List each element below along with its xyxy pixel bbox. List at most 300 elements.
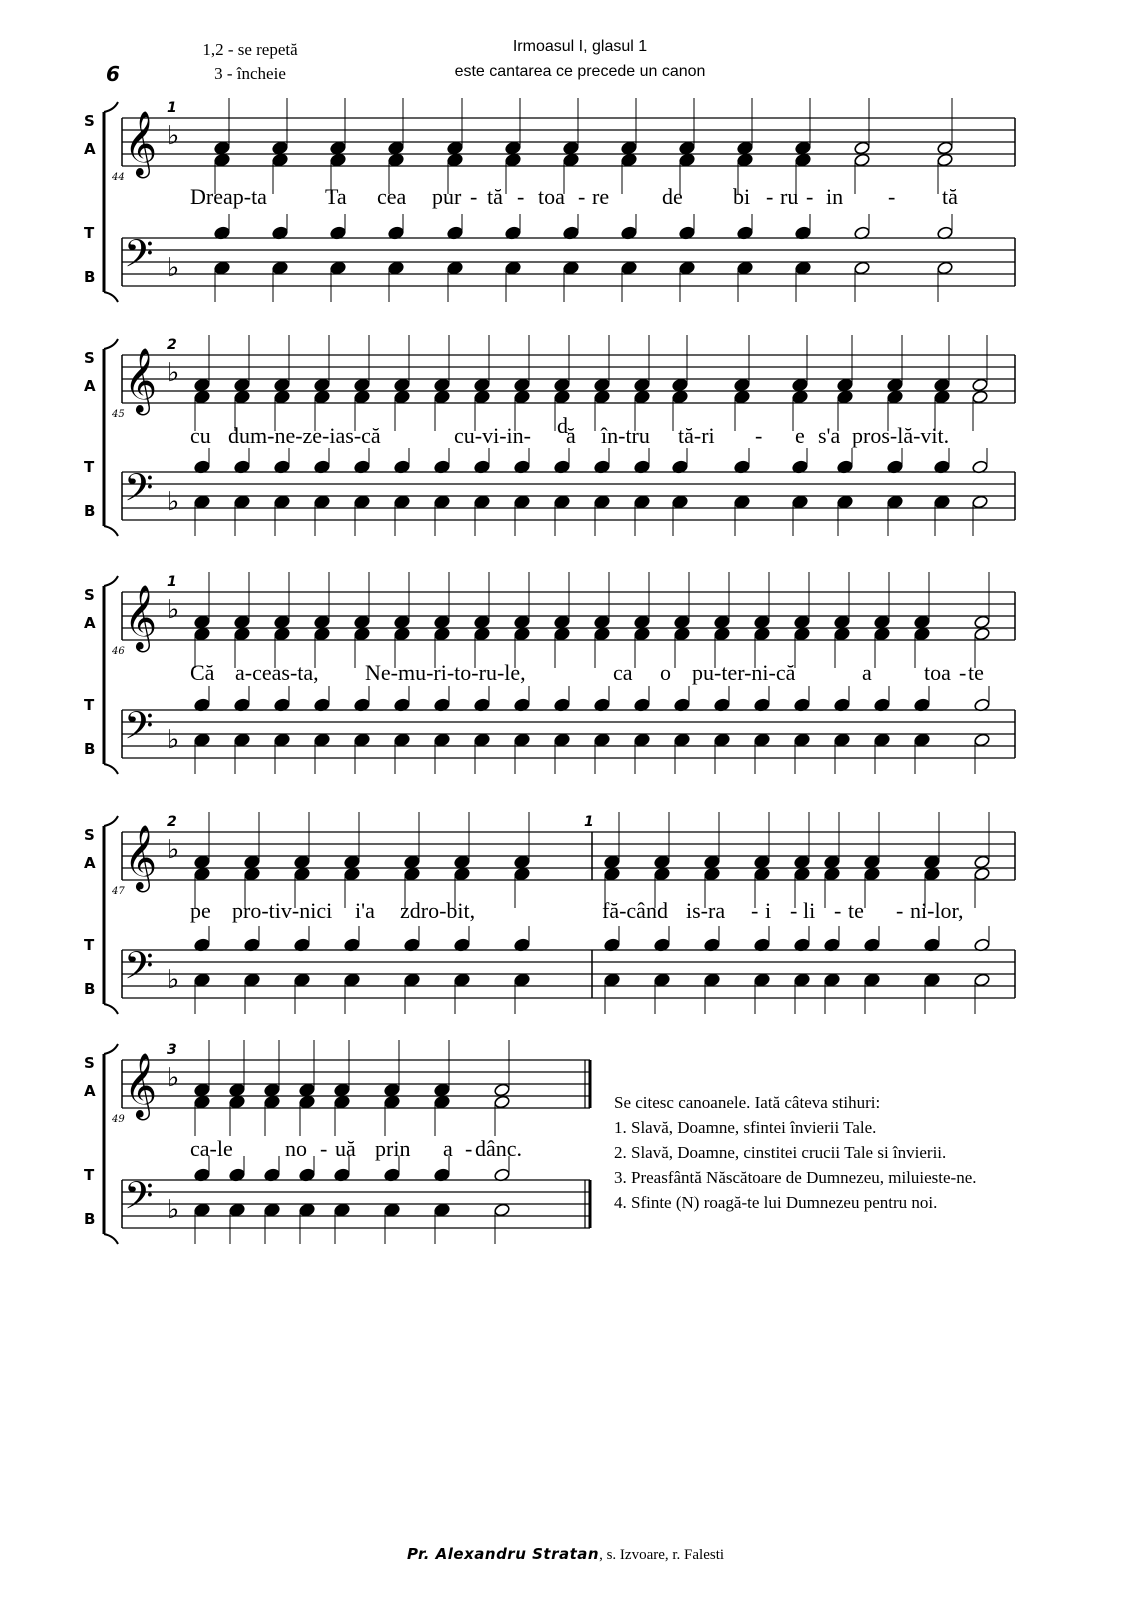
bass-clef: 𝄢 (124, 1173, 154, 1227)
soprano-note (634, 378, 651, 392)
alto-note (344, 867, 361, 881)
bass-note (754, 733, 771, 747)
soprano-note (937, 141, 954, 155)
bass-note (234, 495, 251, 509)
system-3 (84, 572, 1015, 774)
treble-clef: 𝄞 (124, 348, 158, 413)
voice-label-alto: A (84, 614, 96, 632)
alto-note (494, 1095, 511, 1109)
reading-mark: 1 (584, 814, 594, 830)
key-signature-flat: ♭ (167, 253, 180, 283)
soprano-note (434, 1083, 451, 1097)
soprano-note (494, 1083, 511, 1097)
soprano-note (334, 1083, 351, 1097)
soprano-note (454, 855, 471, 869)
lyric-syllable: - (766, 184, 774, 209)
alto-note (554, 627, 571, 641)
alto-note (854, 153, 871, 167)
lyric-syllable: - (806, 184, 814, 209)
voice-label-alto: A (84, 1082, 96, 1100)
bass-note (874, 733, 891, 747)
alto-note (604, 867, 621, 881)
alto-note (354, 390, 371, 404)
soprano-note (934, 378, 951, 392)
alto-note (672, 390, 689, 404)
voice-label-bass: B (84, 268, 96, 286)
alto-note (388, 153, 405, 167)
bass-note (299, 1203, 316, 1217)
bass-note (454, 973, 471, 987)
bass-note (934, 495, 951, 509)
key-signature-flat: ♭ (167, 965, 180, 995)
bass-note (914, 733, 931, 747)
alto-note (837, 390, 854, 404)
alto-note (234, 627, 251, 641)
bass-note (314, 495, 331, 509)
lyric-syllable: - (470, 184, 478, 209)
alto-note (794, 627, 811, 641)
alto-note (294, 867, 311, 881)
soprano-note (272, 141, 289, 155)
bass-note (634, 733, 651, 747)
soprano-note (514, 855, 531, 869)
alto-note (229, 1095, 246, 1109)
lyric-syllable: i'a (355, 898, 375, 923)
reading-mark: 2 (167, 337, 177, 353)
soprano-note (234, 378, 251, 392)
lyric-syllable: - (959, 660, 967, 685)
bass-note (447, 261, 464, 275)
voice-label-alto: A (84, 377, 96, 395)
soprano-note (604, 855, 621, 869)
bass-clef: 𝄢 (124, 943, 154, 997)
lyric-syllable: i (765, 898, 772, 923)
footer (0, 1545, 1131, 1564)
alto-note (194, 1095, 211, 1109)
soprano-note (714, 615, 731, 629)
alto-note (634, 627, 651, 641)
lyric-syllable: ru (780, 184, 799, 209)
alto-note (514, 627, 531, 641)
bass-note (274, 495, 291, 509)
bass-note (674, 733, 691, 747)
bass-note (837, 495, 854, 509)
treble-clef: 𝄞 (124, 825, 158, 890)
soprano-note (514, 615, 531, 629)
alto-note (634, 390, 651, 404)
alto-note (194, 867, 211, 881)
bass-note (194, 973, 211, 987)
repeat-line-1: 1,2 - se repetă (202, 40, 298, 59)
lyric-syllable: tă-ri (678, 423, 715, 448)
treble-clef: 𝄞 (124, 585, 158, 650)
lyric-syllable: Ta (325, 184, 347, 209)
alto-note (505, 153, 522, 167)
alto-note (514, 867, 531, 881)
alto-note (914, 627, 931, 641)
soprano-note (554, 378, 571, 392)
soprano-note (264, 1083, 281, 1097)
lyric-syllable: - (578, 184, 586, 209)
lyric-syllable: de (662, 184, 683, 209)
bass-note (621, 261, 638, 275)
lyric-syllable: toa (538, 184, 565, 209)
soprano-note (474, 378, 491, 392)
voice-label-tenor: T (84, 1166, 95, 1184)
bass-note (274, 733, 291, 747)
key-signature-flat: ♭ (167, 358, 180, 388)
soprano-note (194, 855, 211, 869)
lyric-syllable: pe (190, 898, 211, 923)
soprano-note (594, 615, 611, 629)
voice-label-tenor: T (84, 936, 95, 954)
lyric-syllable: ca-le (190, 1136, 233, 1161)
soprano-note (794, 615, 811, 629)
voice-label-tenor: T (84, 458, 95, 476)
alto-note (794, 867, 811, 881)
alto-note (434, 390, 451, 404)
bass-note (404, 973, 421, 987)
bass-note (194, 1203, 211, 1217)
lyric-syllable: - (465, 1136, 473, 1161)
lyric-syllable: - (755, 423, 763, 448)
bass-note (974, 973, 991, 987)
verse-4: 4. Sfinte (N) roagă-te lui Dumnezeu pentru noi. (614, 1193, 938, 1212)
lyric-syllable: cu-vi-in- (454, 423, 531, 448)
bass-note (714, 733, 731, 747)
alto-note (714, 627, 731, 641)
soprano-note (704, 855, 721, 869)
bass-note (672, 495, 689, 509)
voice-label-alto: A (84, 140, 96, 158)
bass-note (214, 261, 231, 275)
bass-note (234, 733, 251, 747)
alto-note (404, 867, 421, 881)
bass-note (514, 973, 531, 987)
soprano-note (394, 615, 411, 629)
bass-note (795, 261, 812, 275)
alto-note (299, 1095, 316, 1109)
lyric-syllable: is-ra (686, 898, 726, 923)
lyric-syllable: no (285, 1136, 307, 1161)
bass-note (854, 261, 871, 275)
lyric-syllable: pros-lă-vit. (852, 423, 950, 448)
alto-note (864, 867, 881, 881)
soprano-note (447, 141, 464, 155)
bass-note (194, 495, 211, 509)
key-signature-flat: ♭ (167, 1195, 180, 1225)
alto-note (737, 153, 754, 167)
measure-number: 45 (112, 409, 125, 420)
bass-note (704, 973, 721, 987)
key-signature-flat: ♭ (167, 487, 180, 517)
lyric-syllable: dânc. (475, 1136, 523, 1161)
key-signature-flat: ♭ (167, 595, 180, 625)
key-signature-flat: ♭ (167, 1063, 180, 1093)
bass-note (679, 261, 696, 275)
page-number: 6 (106, 62, 120, 86)
alto-note (474, 390, 491, 404)
alto-note (594, 390, 611, 404)
voice-label-bass: B (84, 740, 96, 758)
voice-label-soprano: S (84, 826, 95, 844)
key-signature-flat: ♭ (167, 835, 180, 865)
notes-intro: Se citesc canoanele. Iată câteva stihuri: (614, 1093, 881, 1112)
alto-note (334, 1095, 351, 1109)
soprano-note (972, 378, 989, 392)
alto-note (194, 627, 211, 641)
bass-note (974, 733, 991, 747)
soprano-note (854, 141, 871, 155)
bass-note (594, 733, 611, 747)
lyric-syllable: zdro-bit, (400, 898, 476, 923)
bass-note (264, 1203, 281, 1217)
alto-note (330, 153, 347, 167)
system-1 (84, 98, 1015, 302)
soprano-note (330, 141, 347, 155)
lyric-syllable: bi (733, 184, 751, 209)
alto-note (754, 867, 771, 881)
stihuri-notes (614, 1090, 1124, 1215)
lyric-syllable: s'a (818, 423, 841, 448)
alto-note (937, 153, 954, 167)
soprano-note (384, 1083, 401, 1097)
soprano-note (514, 378, 531, 392)
alto-note (474, 627, 491, 641)
bass-clef: 𝄢 (124, 703, 154, 757)
lyric-syllable: pur (432, 184, 462, 209)
alto-note (244, 867, 261, 881)
lyric-syllable: cu (190, 423, 211, 448)
soprano-note (194, 615, 211, 629)
lyric-syllable: ă (566, 423, 576, 448)
alto-note (434, 627, 451, 641)
alto-note (704, 867, 721, 881)
alto-note (795, 153, 812, 167)
bass-note (604, 973, 621, 987)
lyric-syllable: Dreap-ta (190, 184, 267, 209)
bass-note (792, 495, 809, 509)
soprano-note (754, 855, 771, 869)
bass-note (434, 733, 451, 747)
soprano-note (887, 378, 904, 392)
soprano-note (194, 1083, 211, 1097)
soprano-note (974, 855, 991, 869)
alto-note (679, 153, 696, 167)
measure-number: 44 (112, 172, 125, 183)
alto-note (974, 867, 991, 881)
bass-note (937, 261, 954, 275)
lyric-syllable: - (896, 898, 904, 923)
lyric-syllable: tă (942, 184, 958, 209)
repeat-line-2: 3 - încheie (214, 64, 286, 83)
bass-note (563, 261, 580, 275)
author-name: Pr. Alexandru Stratan (406, 1545, 600, 1563)
alto-note (454, 867, 471, 881)
measure-number: 49 (112, 1114, 125, 1125)
bass-note (514, 495, 531, 509)
alto-note (594, 627, 611, 641)
alto-note (734, 390, 751, 404)
bass-note (864, 973, 881, 987)
verse-1: 1. Slavă, Doamne, sfintei învierii Tale. (614, 1118, 877, 1137)
alto-note (887, 390, 904, 404)
treble-clef: 𝄞 (124, 111, 158, 176)
soprano-note (837, 378, 854, 392)
lyric-syllable: - (834, 898, 842, 923)
alto-note (214, 153, 231, 167)
reading-mark: 1 (167, 574, 177, 590)
bass-note (434, 495, 451, 509)
bass-note (474, 733, 491, 747)
bass-note (834, 733, 851, 747)
bracket-hook (104, 816, 118, 1014)
alto-note (934, 390, 951, 404)
bass-note (388, 261, 405, 275)
bass-note (654, 973, 671, 987)
lyric-syllable: te (968, 660, 984, 685)
soprano-note (554, 615, 571, 629)
title-line-1: Irmoasul I, glasul 1 (512, 38, 648, 55)
bass-note (494, 1203, 511, 1217)
soprano-note (505, 141, 522, 155)
treble-clef: 𝄞 (124, 1053, 158, 1118)
voice-label-bass: B (84, 980, 96, 998)
lyric-syllable: în-tru (601, 423, 650, 448)
soprano-note (792, 378, 809, 392)
soprano-note (737, 141, 754, 155)
soprano-note (594, 378, 611, 392)
soprano-note (314, 615, 331, 629)
lyric-syllable: d (557, 413, 568, 438)
alto-note (384, 1095, 401, 1109)
author-place: , s. Izvoare, r. Falesti (599, 1547, 725, 1563)
alto-note (394, 390, 411, 404)
alto-note (314, 627, 331, 641)
alto-note (274, 390, 291, 404)
voice-label-alto: A (84, 854, 96, 872)
soprano-note (914, 615, 931, 629)
alto-note (314, 390, 331, 404)
bass-note (294, 973, 311, 987)
alto-note (654, 867, 671, 881)
bass-note (754, 973, 771, 987)
bass-note (354, 733, 371, 747)
bass-note (794, 733, 811, 747)
soprano-note (563, 141, 580, 155)
lyric-syllable: toa (924, 660, 951, 685)
soprano-note (394, 378, 411, 392)
soprano-note (795, 141, 812, 155)
lyric-syllable: - (517, 184, 525, 209)
lyric-syllable: - (751, 898, 759, 923)
lyric-syllable: cea (377, 184, 407, 209)
bass-note (794, 973, 811, 987)
title-line-2: este cantarea ce precede un canon (454, 63, 706, 80)
lyric-syllable: pro-tiv-nici (232, 898, 333, 923)
bass-note (887, 495, 904, 509)
soprano-note (834, 615, 851, 629)
lyric-syllable: li (803, 898, 816, 923)
bass-note (229, 1203, 246, 1217)
reading-mark: 1 (167, 100, 177, 116)
alto-note (194, 390, 211, 404)
alto-note (394, 627, 411, 641)
verse-3: 3. Preasfântă Născătoare de Dumnezeu, miluieste-ne. (614, 1168, 977, 1187)
alto-note (563, 153, 580, 167)
system-2 (84, 335, 1015, 536)
bass-note (972, 495, 989, 509)
soprano-note (244, 855, 261, 869)
lyric-syllable: fă-când (602, 898, 668, 923)
bass-note (344, 973, 361, 987)
alto-note (974, 627, 991, 641)
alto-note (834, 627, 851, 641)
lyric-syllable: uă (335, 1136, 356, 1161)
soprano-note (299, 1083, 316, 1097)
bracket-hook (104, 102, 118, 302)
lyric-syllable: te (848, 898, 864, 923)
voice-label-tenor: T (84, 224, 95, 242)
bass-note (824, 973, 841, 987)
soprano-note (344, 855, 361, 869)
alto-note (354, 627, 371, 641)
soprano-note (672, 378, 689, 392)
alto-note (972, 390, 989, 404)
alto-note (874, 627, 891, 641)
bracket-hook (104, 339, 118, 536)
bass-clef: 𝄢 (124, 465, 154, 519)
soprano-note (674, 615, 691, 629)
lyric-syllable: in (826, 184, 844, 209)
soprano-note (314, 378, 331, 392)
lyric-syllable: tă (487, 184, 503, 209)
lyric-syllable: ni-lor, (910, 898, 964, 923)
voice-label-soprano: S (84, 1054, 95, 1072)
voice-label-soprano: S (84, 112, 95, 130)
lyric-syllable: re (592, 184, 610, 209)
soprano-note (794, 855, 811, 869)
bass-note (514, 733, 531, 747)
alto-note (514, 390, 531, 404)
alto-note (674, 627, 691, 641)
bass-note (634, 495, 651, 509)
soprano-note (734, 378, 751, 392)
bass-note (330, 261, 347, 275)
bass-note (474, 495, 491, 509)
lyric-syllable: - (320, 1136, 328, 1161)
soprano-note (354, 378, 371, 392)
soprano-note (474, 615, 491, 629)
bracket-hook (104, 1044, 118, 1244)
alto-note (924, 867, 941, 881)
alto-note (754, 627, 771, 641)
soprano-note (404, 855, 421, 869)
soprano-note (229, 1083, 246, 1097)
reading-mark: 2 (167, 814, 177, 830)
bass-note (924, 973, 941, 987)
soprano-note (974, 615, 991, 629)
soprano-note (924, 855, 941, 869)
bass-note (434, 1203, 451, 1217)
alto-note (824, 867, 841, 881)
soprano-note (654, 855, 671, 869)
bass-note (394, 733, 411, 747)
lyric-syllable: - (790, 898, 798, 923)
reading-mark: 3 (167, 1042, 177, 1058)
soprano-note (434, 378, 451, 392)
soprano-note (354, 615, 371, 629)
